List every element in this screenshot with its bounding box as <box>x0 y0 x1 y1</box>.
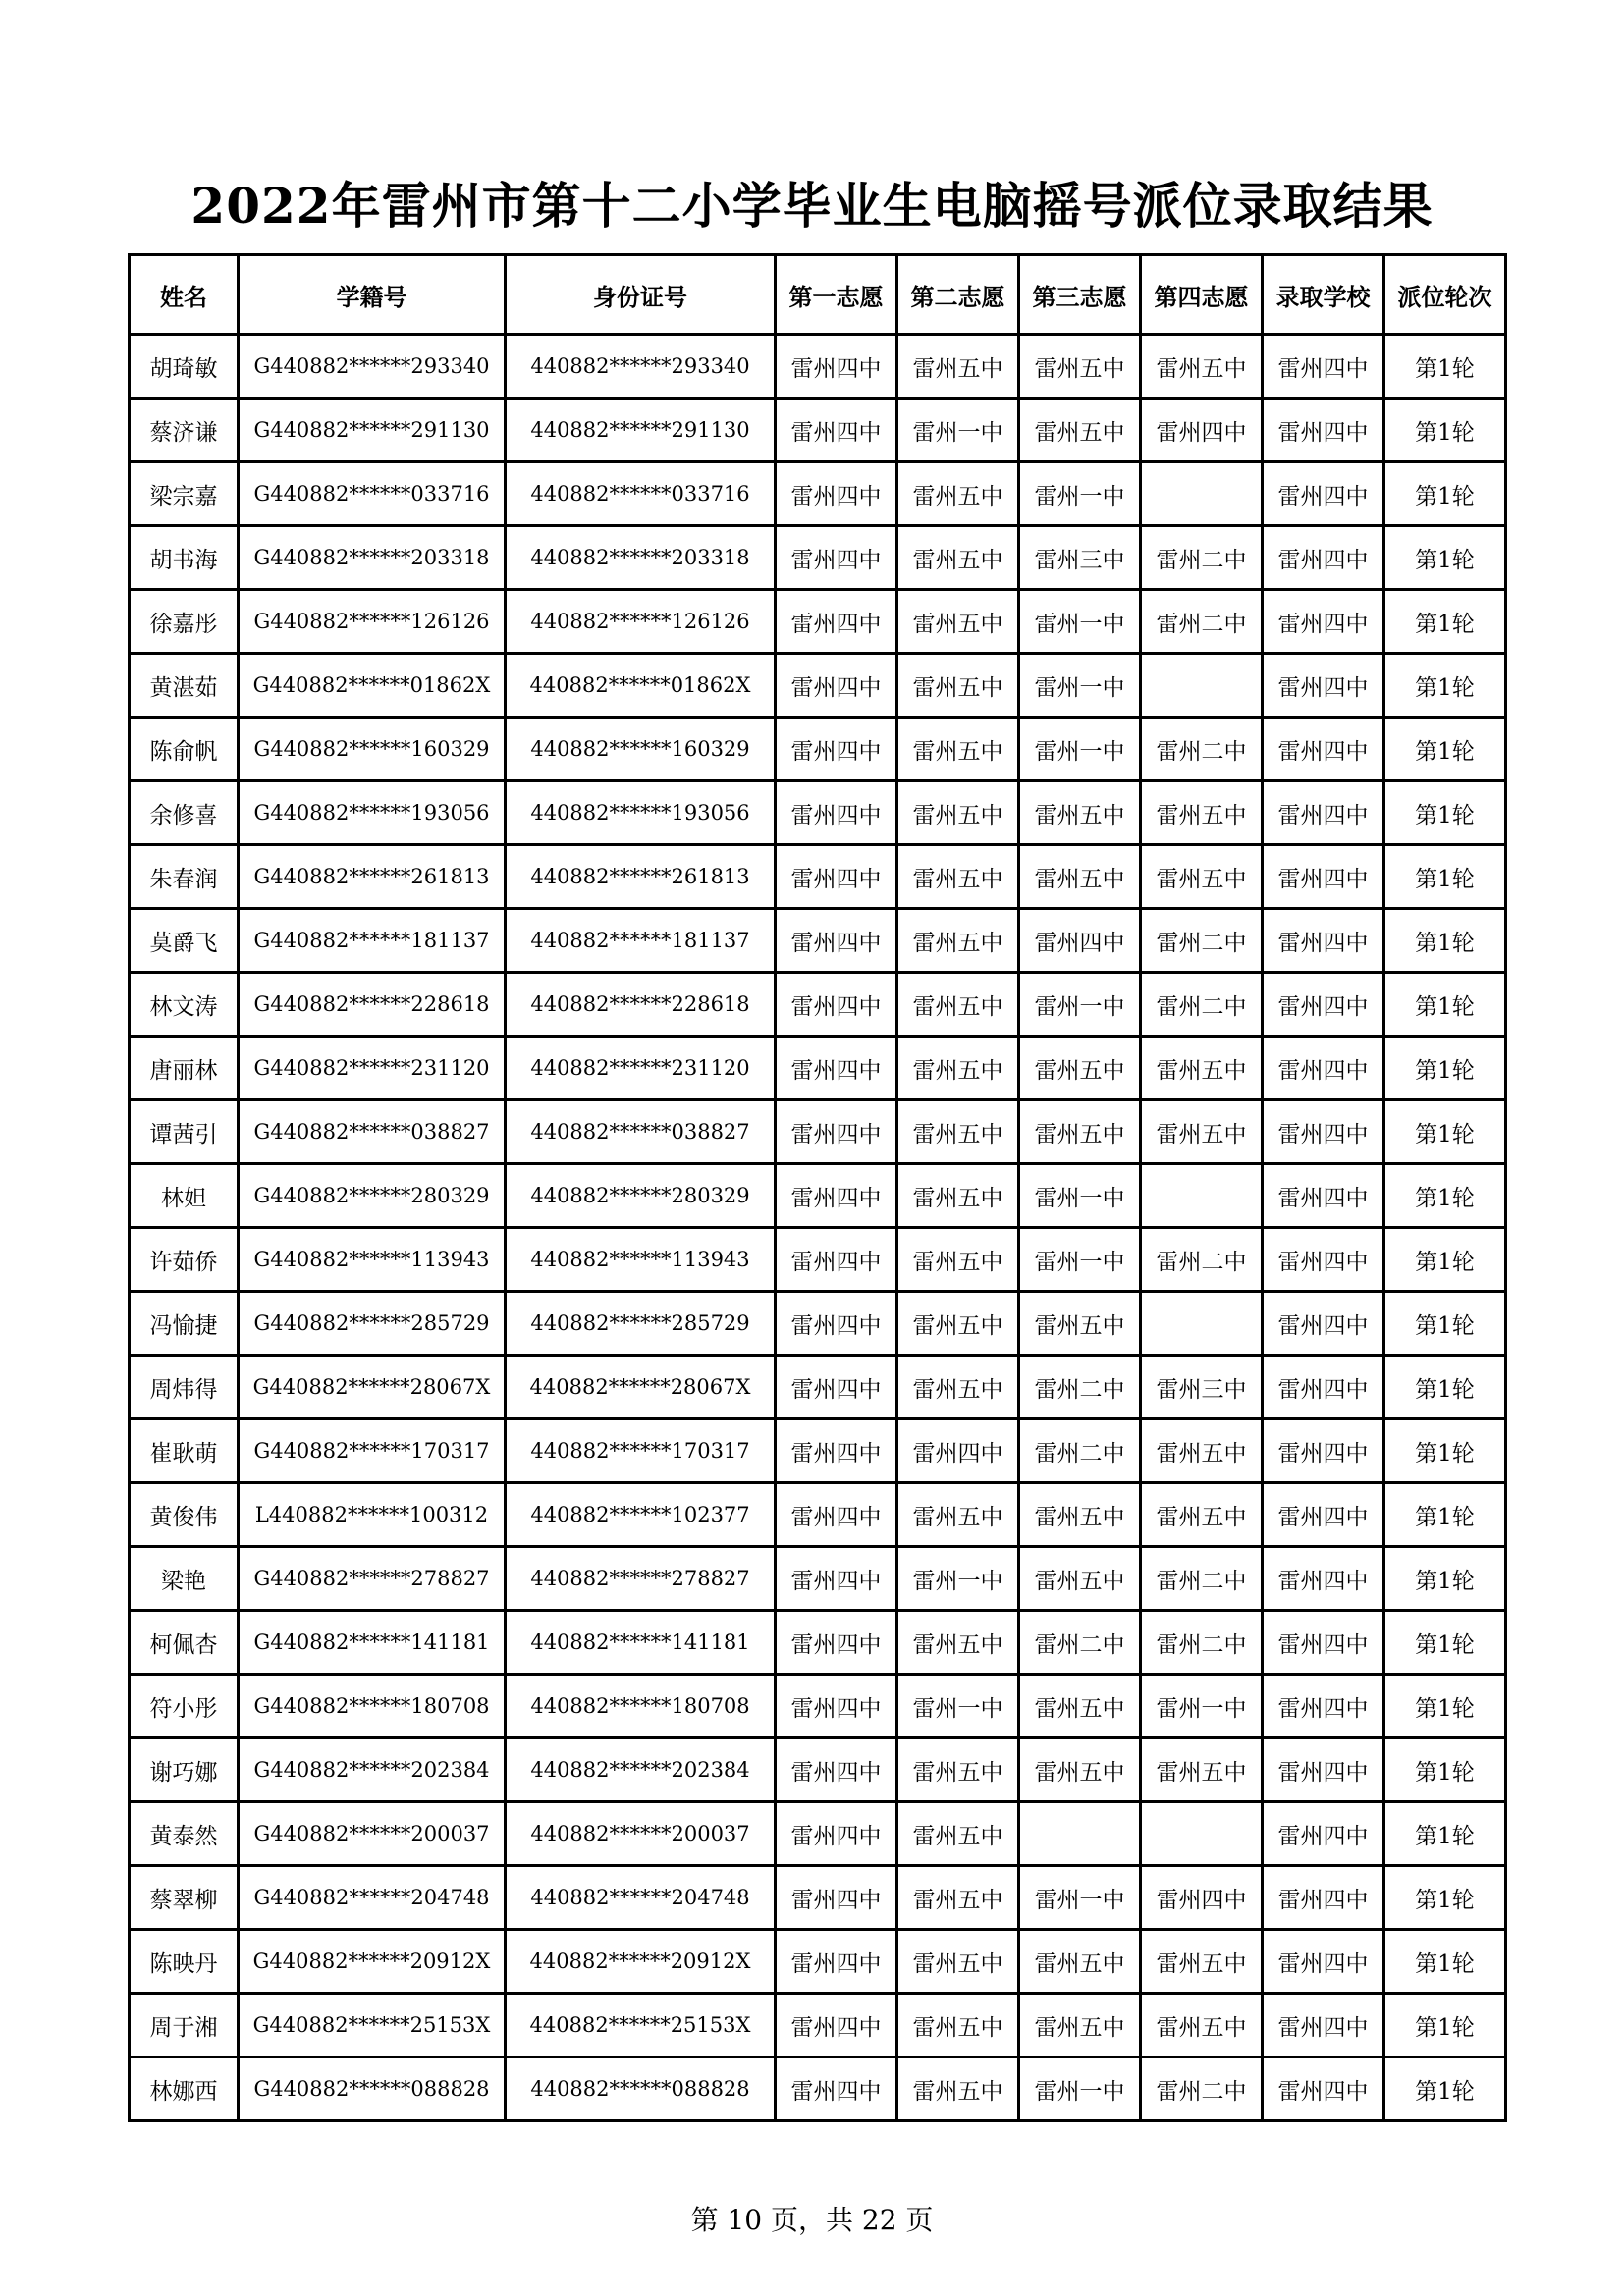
cell-name: 梁宗嘉 <box>130 462 239 526</box>
cell-choice-2: 雷州五中 <box>897 909 1019 973</box>
cell-choice-4: 雷州二中 <box>1141 973 1263 1037</box>
table-row <box>130 1675 1506 1738</box>
table-row <box>130 399 1506 462</box>
cell-student-id: G440882******203318 <box>239 526 506 590</box>
cell-choice-1: 雷州四中 <box>776 1738 897 1802</box>
table-row <box>130 1483 1506 1547</box>
cell-student-id: G440882******126126 <box>239 590 506 654</box>
cell-name: 崔耿萌 <box>130 1419 239 1483</box>
cell-admitted-school: 雷州四中 <box>1263 590 1384 654</box>
cell-choice-2: 雷州五中 <box>897 1037 1019 1100</box>
col-header-choice-4: 第四志愿 <box>1141 255 1263 335</box>
cell-round: 第1轮 <box>1384 1802 1506 1866</box>
cell-admitted-school: 雷州四中 <box>1263 1100 1384 1164</box>
cell-choice-4 <box>1141 654 1263 718</box>
cell-choice-1: 雷州四中 <box>776 2057 897 2121</box>
cell-choice-1: 雷州四中 <box>776 335 897 399</box>
table-row <box>130 526 1506 590</box>
table-row <box>130 845 1506 909</box>
cell-round: 第1轮 <box>1384 1994 1506 2057</box>
cell-choice-2: 雷州五中 <box>897 1866 1019 1930</box>
cell-choice-1: 雷州四中 <box>776 1037 897 1100</box>
cell-choice-2: 雷州五中 <box>897 462 1019 526</box>
cell-choice-4: 雷州二中 <box>1141 718 1263 781</box>
cell-student-id: G440882******141181 <box>239 1611 506 1675</box>
cell-round: 第1轮 <box>1384 1930 1506 1994</box>
cell-id-card: 440882******204748 <box>506 1866 776 1930</box>
cell-name: 梁艳 <box>130 1547 239 1611</box>
cell-choice-2: 雷州五中 <box>897 1228 1019 1292</box>
cell-choice-2: 雷州一中 <box>897 1547 1019 1611</box>
cell-choice-2: 雷州五中 <box>897 845 1019 909</box>
cell-choice-4: 雷州二中 <box>1141 1611 1263 1675</box>
cell-choice-3: 雷州五中 <box>1019 781 1141 845</box>
cell-choice-1: 雷州四中 <box>776 1994 897 2057</box>
cell-choice-3: 雷州五中 <box>1019 1100 1141 1164</box>
cell-id-card: 440882******280329 <box>506 1164 776 1228</box>
cell-name: 唐丽林 <box>130 1037 239 1100</box>
table-row <box>130 1547 1506 1611</box>
table-row <box>130 462 1506 526</box>
cell-admitted-school: 雷州四中 <box>1263 1228 1384 1292</box>
cell-round: 第1轮 <box>1384 1037 1506 1100</box>
cell-name: 黄湛茹 <box>130 654 239 718</box>
table-row <box>130 654 1506 718</box>
cell-round: 第1轮 <box>1384 973 1506 1037</box>
cell-id-card: 440882******203318 <box>506 526 776 590</box>
cell-name: 林妲 <box>130 1164 239 1228</box>
col-header-id-card: 身份证号 <box>506 255 776 335</box>
cell-choice-2: 雷州五中 <box>897 1100 1019 1164</box>
cell-choice-2: 雷州五中 <box>897 1994 1019 2057</box>
table-row <box>130 781 1506 845</box>
cell-id-card: 440882******01862X <box>506 654 776 718</box>
cell-choice-4: 雷州二中 <box>1141 1228 1263 1292</box>
cell-choice-1: 雷州四中 <box>776 1802 897 1866</box>
cell-choice-4: 雷州二中 <box>1141 2057 1263 2121</box>
table-row <box>130 590 1506 654</box>
col-header-choice-2: 第二志愿 <box>897 255 1019 335</box>
cell-choice-1: 雷州四中 <box>776 1866 897 1930</box>
table-row <box>130 2057 1506 2121</box>
table-row <box>130 1738 1506 1802</box>
cell-admitted-school: 雷州四中 <box>1263 718 1384 781</box>
col-header-student-id: 学籍号 <box>239 255 506 335</box>
cell-student-id: G440882******285729 <box>239 1292 506 1356</box>
cell-student-id: G440882******291130 <box>239 399 506 462</box>
cell-choice-1: 雷州四中 <box>776 1164 897 1228</box>
cell-admitted-school: 雷州四中 <box>1263 654 1384 718</box>
cell-choice-1: 雷州四中 <box>776 1356 897 1419</box>
cell-choice-4 <box>1141 462 1263 526</box>
cell-choice-4: 雷州二中 <box>1141 590 1263 654</box>
cell-choice-4: 雷州二中 <box>1141 526 1263 590</box>
cell-choice-2: 雷州五中 <box>897 781 1019 845</box>
cell-choice-2: 雷州五中 <box>897 1802 1019 1866</box>
table-row <box>130 1292 1506 1356</box>
cell-admitted-school: 雷州四中 <box>1263 1675 1384 1738</box>
cell-choice-2: 雷州一中 <box>897 1675 1019 1738</box>
table-row <box>130 1228 1506 1292</box>
cell-name: 陈俞帆 <box>130 718 239 781</box>
cell-student-id: G440882******180708 <box>239 1675 506 1738</box>
cell-round: 第1轮 <box>1384 1675 1506 1738</box>
cell-id-card: 440882******261813 <box>506 845 776 909</box>
cell-choice-4: 雷州二中 <box>1141 1547 1263 1611</box>
cell-choice-1: 雷州四中 <box>776 1611 897 1675</box>
cell-admitted-school: 雷州四中 <box>1263 909 1384 973</box>
cell-name: 柯佩杏 <box>130 1611 239 1675</box>
cell-admitted-school: 雷州四中 <box>1263 845 1384 909</box>
table-row <box>130 973 1506 1037</box>
table-header-row <box>130 255 1506 335</box>
cell-student-id: G440882******193056 <box>239 781 506 845</box>
page-title: 2022年雷州市第十二小学毕业生电脑摇号派位录取结果 <box>190 177 1434 235</box>
cell-admitted-school: 雷州四中 <box>1263 1356 1384 1419</box>
cell-choice-1: 雷州四中 <box>776 1292 897 1356</box>
cell-name: 林文涛 <box>130 973 239 1037</box>
cell-name: 黄泰然 <box>130 1802 239 1866</box>
cell-student-id: G440882******25153X <box>239 1994 506 2057</box>
cell-name: 蔡济谦 <box>130 399 239 462</box>
cell-student-id: G440882******170317 <box>239 1419 506 1483</box>
cell-choice-3: 雷州二中 <box>1019 1356 1141 1419</box>
cell-admitted-school: 雷州四中 <box>1263 2057 1384 2121</box>
cell-name: 胡琦敏 <box>130 335 239 399</box>
cell-choice-4 <box>1141 1292 1263 1356</box>
cell-choice-3: 雷州一中 <box>1019 718 1141 781</box>
cell-choice-2: 雷州五中 <box>897 590 1019 654</box>
cell-name: 陈映丹 <box>130 1930 239 1994</box>
cell-id-card: 440882******202384 <box>506 1738 776 1802</box>
cell-student-id: G440882******181137 <box>239 909 506 973</box>
cell-student-id: L440882******100312 <box>239 1483 506 1547</box>
col-header-choice-3: 第三志愿 <box>1019 255 1141 335</box>
cell-id-card: 440882******20912X <box>506 1930 776 1994</box>
cell-choice-3: 雷州一中 <box>1019 1228 1141 1292</box>
cell-id-card: 440882******25153X <box>506 1994 776 2057</box>
cell-round: 第1轮 <box>1384 1483 1506 1547</box>
cell-id-card: 440882******181137 <box>506 909 776 973</box>
cell-name: 谭茜引 <box>130 1100 239 1164</box>
cell-student-id: G440882******228618 <box>239 973 506 1037</box>
cell-choice-3: 雷州五中 <box>1019 335 1141 399</box>
cell-choice-4: 雷州二中 <box>1141 909 1263 973</box>
cell-admitted-school: 雷州四中 <box>1263 399 1384 462</box>
cell-id-card: 440882******160329 <box>506 718 776 781</box>
cell-choice-1: 雷州四中 <box>776 1930 897 1994</box>
cell-choice-2: 雷州五中 <box>897 2057 1019 2121</box>
table-row <box>130 1930 1506 1994</box>
cell-admitted-school: 雷州四中 <box>1263 526 1384 590</box>
cell-choice-2: 雷州五中 <box>897 1164 1019 1228</box>
cell-admitted-school: 雷州四中 <box>1263 1802 1384 1866</box>
cell-admitted-school: 雷州四中 <box>1263 462 1384 526</box>
cell-choice-2: 雷州五中 <box>897 1738 1019 1802</box>
cell-choice-3: 雷州五中 <box>1019 1994 1141 2057</box>
cell-choice-4: 雷州五中 <box>1141 1100 1263 1164</box>
cell-name: 符小彤 <box>130 1675 239 1738</box>
cell-choice-3 <box>1019 1802 1141 1866</box>
table-row <box>130 1356 1506 1419</box>
cell-name: 朱春润 <box>130 845 239 909</box>
cell-name: 莫爵飞 <box>130 909 239 973</box>
cell-round: 第1轮 <box>1384 399 1506 462</box>
cell-id-card: 440882******28067X <box>506 1356 776 1419</box>
cell-name: 冯愉捷 <box>130 1292 239 1356</box>
cell-round: 第1轮 <box>1384 1164 1506 1228</box>
cell-admitted-school: 雷州四中 <box>1263 335 1384 399</box>
cell-admitted-school: 雷州四中 <box>1263 973 1384 1037</box>
cell-student-id: G440882******200037 <box>239 1802 506 1866</box>
cell-student-id: G440882******280329 <box>239 1164 506 1228</box>
cell-choice-4: 雷州一中 <box>1141 1675 1263 1738</box>
cell-choice-1: 雷州四中 <box>776 1675 897 1738</box>
table-row <box>130 1802 1506 1866</box>
cell-choice-4: 雷州五中 <box>1141 845 1263 909</box>
cell-choice-1: 雷州四中 <box>776 718 897 781</box>
cell-choice-3: 雷州五中 <box>1019 1483 1141 1547</box>
cell-id-card: 440882******141181 <box>506 1611 776 1675</box>
cell-admitted-school: 雷州四中 <box>1263 1547 1384 1611</box>
col-header-name: 姓名 <box>130 255 239 335</box>
cell-choice-2: 雷州五中 <box>897 526 1019 590</box>
cell-choice-2: 雷州五中 <box>897 1356 1019 1419</box>
cell-student-id: G440882******202384 <box>239 1738 506 1802</box>
cell-choice-3: 雷州一中 <box>1019 973 1141 1037</box>
cell-name: 谢巧娜 <box>130 1738 239 1802</box>
cell-choice-2: 雷州五中 <box>897 718 1019 781</box>
cell-round: 第1轮 <box>1384 526 1506 590</box>
cell-choice-3: 雷州一中 <box>1019 654 1141 718</box>
cell-choice-2: 雷州五中 <box>897 1611 1019 1675</box>
table-row <box>130 1164 1506 1228</box>
cell-id-card: 440882******088828 <box>506 2057 776 2121</box>
table-row <box>130 1611 1506 1675</box>
cell-id-card: 440882******228618 <box>506 973 776 1037</box>
cell-choice-4: 雷州五中 <box>1141 781 1263 845</box>
table-body <box>130 335 1506 2121</box>
cell-choice-2: 雷州五中 <box>897 1483 1019 1547</box>
cell-student-id: G440882******204748 <box>239 1866 506 1930</box>
cell-choice-1: 雷州四中 <box>776 526 897 590</box>
cell-choice-3: 雷州五中 <box>1019 1675 1141 1738</box>
cell-round: 第1轮 <box>1384 1100 1506 1164</box>
cell-choice-3: 雷州三中 <box>1019 526 1141 590</box>
cell-admitted-school: 雷州四中 <box>1263 1738 1384 1802</box>
cell-choice-4: 雷州三中 <box>1141 1356 1263 1419</box>
table-row <box>130 718 1506 781</box>
col-header-admitted-school: 录取学校 <box>1263 255 1384 335</box>
cell-admitted-school: 雷州四中 <box>1263 1994 1384 2057</box>
cell-student-id: G440882******231120 <box>239 1037 506 1100</box>
cell-name: 蔡翠柳 <box>130 1866 239 1930</box>
cell-choice-1: 雷州四中 <box>776 654 897 718</box>
cell-round: 第1轮 <box>1384 1866 1506 1930</box>
cell-admitted-school: 雷州四中 <box>1263 1866 1384 1930</box>
cell-choice-2: 雷州五中 <box>897 973 1019 1037</box>
cell-id-card: 440882******231120 <box>506 1037 776 1100</box>
cell-choice-1: 雷州四中 <box>776 399 897 462</box>
cell-choice-3: 雷州五中 <box>1019 1930 1141 1994</box>
cell-choice-3: 雷州四中 <box>1019 909 1141 973</box>
cell-admitted-school: 雷州四中 <box>1263 1292 1384 1356</box>
cell-choice-1: 雷州四中 <box>776 973 897 1037</box>
cell-choice-1: 雷州四中 <box>776 845 897 909</box>
cell-choice-4: 雷州四中 <box>1141 1866 1263 1930</box>
cell-name: 许茹侨 <box>130 1228 239 1292</box>
cell-choice-4: 雷州四中 <box>1141 399 1263 462</box>
cell-round: 第1轮 <box>1384 462 1506 526</box>
table-row <box>130 909 1506 973</box>
cell-id-card: 440882******102377 <box>506 1483 776 1547</box>
cell-id-card: 440882******293340 <box>506 335 776 399</box>
cell-round: 第1轮 <box>1384 2057 1506 2121</box>
cell-student-id: G440882******278827 <box>239 1547 506 1611</box>
table-row <box>130 1100 1506 1164</box>
cell-id-card: 440882******126126 <box>506 590 776 654</box>
cell-name: 胡书海 <box>130 526 239 590</box>
table-row <box>130 1994 1506 2057</box>
cell-choice-1: 雷州四中 <box>776 590 897 654</box>
cell-round: 第1轮 <box>1384 1611 1506 1675</box>
cell-id-card: 440882******291130 <box>506 399 776 462</box>
results-table <box>128 253 1507 2122</box>
col-header-round: 派位轮次 <box>1384 255 1506 335</box>
cell-admitted-school: 雷州四中 <box>1263 1930 1384 1994</box>
cell-round: 第1轮 <box>1384 1738 1506 1802</box>
cell-student-id: G440882******113943 <box>239 1228 506 1292</box>
cell-id-card: 440882******038827 <box>506 1100 776 1164</box>
cell-choice-4: 雷州五中 <box>1141 1419 1263 1483</box>
cell-round: 第1轮 <box>1384 718 1506 781</box>
cell-student-id: G440882******261813 <box>239 845 506 909</box>
cell-admitted-school: 雷州四中 <box>1263 1611 1384 1675</box>
cell-choice-4: 雷州五中 <box>1141 1738 1263 1802</box>
cell-choice-4: 雷州五中 <box>1141 335 1263 399</box>
cell-round: 第1轮 <box>1384 654 1506 718</box>
cell-name: 周于湘 <box>130 1994 239 2057</box>
cell-choice-2: 雷州五中 <box>897 1292 1019 1356</box>
col-header-choice-1: 第一志愿 <box>776 255 897 335</box>
cell-choice-2: 雷州一中 <box>897 399 1019 462</box>
cell-choice-4 <box>1141 1164 1263 1228</box>
cell-id-card: 440882******200037 <box>506 1802 776 1866</box>
cell-choice-2: 雷州五中 <box>897 654 1019 718</box>
cell-student-id: G440882******088828 <box>239 2057 506 2121</box>
cell-round: 第1轮 <box>1384 1292 1506 1356</box>
cell-round: 第1轮 <box>1384 335 1506 399</box>
cell-round: 第1轮 <box>1384 1547 1506 1611</box>
cell-choice-1: 雷州四中 <box>776 1228 897 1292</box>
cell-student-id: G440882******01862X <box>239 654 506 718</box>
cell-choice-1: 雷州四中 <box>776 462 897 526</box>
cell-choice-1: 雷州四中 <box>776 909 897 973</box>
cell-choice-3: 雷州五中 <box>1019 845 1141 909</box>
cell-choice-3: 雷州一中 <box>1019 2057 1141 2121</box>
cell-name: 余修喜 <box>130 781 239 845</box>
cell-admitted-school: 雷州四中 <box>1263 1037 1384 1100</box>
cell-choice-4: 雷州五中 <box>1141 1930 1263 1994</box>
cell-id-card: 440882******170317 <box>506 1419 776 1483</box>
cell-id-card: 440882******278827 <box>506 1547 776 1611</box>
cell-choice-1: 雷州四中 <box>776 1419 897 1483</box>
cell-round: 第1轮 <box>1384 845 1506 909</box>
table-row <box>130 335 1506 399</box>
cell-student-id: G440882******20912X <box>239 1930 506 1994</box>
cell-round: 第1轮 <box>1384 781 1506 845</box>
cell-choice-3: 雷州五中 <box>1019 1738 1141 1802</box>
cell-admitted-school: 雷州四中 <box>1263 781 1384 845</box>
cell-student-id: G440882******038827 <box>239 1100 506 1164</box>
cell-id-card: 440882******193056 <box>506 781 776 845</box>
cell-round: 第1轮 <box>1384 1419 1506 1483</box>
page-number: 第 10 页，共 22 页 <box>690 2204 934 2236</box>
cell-name: 徐嘉彤 <box>130 590 239 654</box>
cell-id-card: 440882******033716 <box>506 462 776 526</box>
cell-choice-4: 雷州五中 <box>1141 1483 1263 1547</box>
cell-choice-3: 雷州二中 <box>1019 1611 1141 1675</box>
cell-choice-1: 雷州四中 <box>776 1483 897 1547</box>
cell-name: 林娜西 <box>130 2057 239 2121</box>
cell-round: 第1轮 <box>1384 1228 1506 1292</box>
cell-choice-3: 雷州五中 <box>1019 399 1141 462</box>
cell-choice-2: 雷州五中 <box>897 1930 1019 1994</box>
cell-choice-2: 雷州四中 <box>897 1419 1019 1483</box>
table-row <box>130 1866 1506 1930</box>
cell-id-card: 440882******285729 <box>506 1292 776 1356</box>
cell-choice-4: 雷州五中 <box>1141 1037 1263 1100</box>
cell-choice-4 <box>1141 1802 1263 1866</box>
cell-name: 周炜得 <box>130 1356 239 1419</box>
cell-student-id: G440882******160329 <box>239 718 506 781</box>
cell-choice-3: 雷州一中 <box>1019 1164 1141 1228</box>
cell-choice-3: 雷州一中 <box>1019 1866 1141 1930</box>
cell-choice-1: 雷州四中 <box>776 1547 897 1611</box>
cell-round: 第1轮 <box>1384 1356 1506 1419</box>
cell-id-card: 440882******180708 <box>506 1675 776 1738</box>
cell-choice-1: 雷州四中 <box>776 1100 897 1164</box>
cell-admitted-school: 雷州四中 <box>1263 1419 1384 1483</box>
table-row <box>130 1419 1506 1483</box>
cell-admitted-school: 雷州四中 <box>1263 1164 1384 1228</box>
cell-student-id: G440882******293340 <box>239 335 506 399</box>
cell-name: 黄俊伟 <box>130 1483 239 1547</box>
cell-choice-3: 雷州一中 <box>1019 590 1141 654</box>
cell-round: 第1轮 <box>1384 909 1506 973</box>
cell-admitted-school: 雷州四中 <box>1263 1483 1384 1547</box>
cell-choice-3: 雷州五中 <box>1019 1037 1141 1100</box>
cell-choice-3: 雷州五中 <box>1019 1547 1141 1611</box>
cell-round: 第1轮 <box>1384 590 1506 654</box>
cell-choice-3: 雷州二中 <box>1019 1419 1141 1483</box>
cell-choice-3: 雷州五中 <box>1019 1292 1141 1356</box>
cell-choice-3: 雷州一中 <box>1019 462 1141 526</box>
cell-choice-2: 雷州五中 <box>897 335 1019 399</box>
cell-choice-4: 雷州五中 <box>1141 1994 1263 2057</box>
cell-student-id: G440882******033716 <box>239 462 506 526</box>
cell-choice-1: 雷州四中 <box>776 781 897 845</box>
cell-student-id: G440882******28067X <box>239 1356 506 1419</box>
table-row <box>130 1037 1506 1100</box>
cell-id-card: 440882******113943 <box>506 1228 776 1292</box>
